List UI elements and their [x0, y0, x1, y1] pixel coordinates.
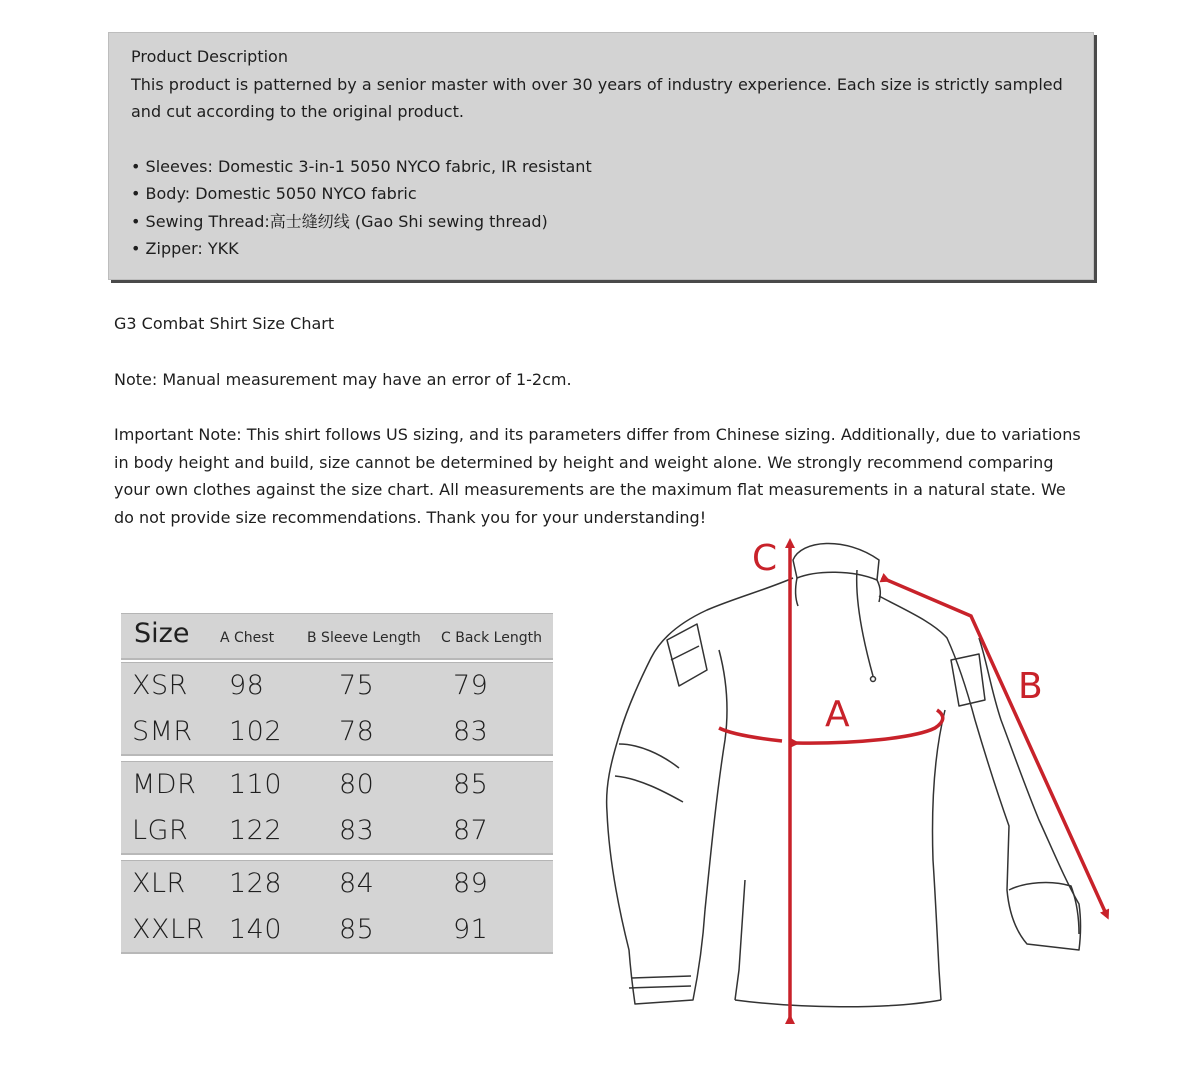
table-row [121, 861, 553, 907]
important-note: Important Note: This shirt follows US sizing, and its parameters differ from Chinese sizing. Additionally, due to variations in body height and build, size cannot be determined by height and weight alone. We strongly recommend comparing your own clothes against the size chart. All measurements are the maximum flat measurements in a natural state. We do not provide size recommendations. Thank you for your understanding! [114, 425, 1081, 527]
size-cell: SMR [132, 716, 193, 747]
product-description-content [131, 43, 1081, 263]
measure-line-a [719, 728, 782, 741]
measure-arc-a [796, 710, 943, 743]
sleeve-cell: 85 [339, 914, 375, 945]
feature-item-thread: • Sewing Thread:高士缝纫线 (Gao Shi sewing thread) [131, 208, 1081, 236]
header-sleeve-length: B Sleeve Length [307, 630, 421, 646]
sleeve-cell: 83 [339, 815, 375, 846]
size-table-header [121, 613, 553, 660]
size-cell: LGR [132, 815, 189, 846]
size-group [121, 761, 553, 855]
chest-cell: 98 [229, 670, 265, 701]
shirt-measurement-diagram [595, 530, 1125, 1030]
description-intro: This product is patterned by a senior master with over 30 years of industry experience. Each size is strictly sampled and cut according to the original product. [131, 74, 1063, 121]
back-cell: 83 [453, 716, 489, 747]
label-c: C [752, 538, 778, 579]
description-heading: Product Description [131, 47, 288, 66]
size-chart-title: G3 Combat Shirt Size Chart [114, 314, 335, 333]
chest-cell: 110 [229, 769, 283, 800]
header-chest: A Chest [220, 630, 275, 646]
size-cell: MDR [132, 769, 197, 800]
shirt-outline [607, 543, 1081, 1006]
feature-item-sleeves: • Sleeves: Domestic 3-in-1 5050 NYCO fabric, IR resistant [131, 153, 1081, 181]
back-cell: 89 [453, 868, 489, 899]
chest-cell: 140 [229, 914, 283, 945]
feature-list [131, 153, 1081, 263]
size-table [121, 613, 553, 954]
table-row [121, 709, 553, 755]
sleeve-cell: 75 [339, 670, 375, 701]
table-row [121, 808, 553, 854]
feature-item-body: • Body: Domestic 5050 NYCO fabric [131, 180, 1081, 208]
table-row [121, 663, 553, 709]
size-group [121, 860, 553, 954]
label-a: A [825, 694, 850, 735]
size-cell: XLR [132, 868, 186, 899]
measure-line-b [887, 580, 1107, 916]
chest-cell: 122 [229, 815, 283, 846]
size-group [121, 662, 553, 756]
feature-item-zipper: • Zipper: YKK [131, 235, 1081, 263]
sleeve-cell: 84 [339, 868, 375, 899]
header-back-length: C Back Length [441, 630, 542, 646]
back-cell: 79 [453, 670, 489, 701]
size-cell: XSR [132, 670, 188, 701]
size-cell: XXLR [132, 914, 205, 945]
table-row [121, 907, 553, 953]
table-row [121, 762, 553, 808]
chest-cell: 102 [229, 716, 283, 747]
back-cell: 85 [453, 769, 489, 800]
label-b: B [1018, 666, 1043, 707]
back-cell: 91 [453, 914, 489, 945]
sleeve-cell: 78 [339, 716, 375, 747]
sleeve-cell: 80 [339, 769, 375, 800]
back-cell: 87 [453, 815, 489, 846]
measurement-note: Note: Manual measurement may have an error of 1-2cm. [114, 370, 572, 389]
header-size: Size [134, 618, 190, 649]
chest-cell: 128 [229, 868, 283, 899]
product-description-box [108, 32, 1094, 280]
